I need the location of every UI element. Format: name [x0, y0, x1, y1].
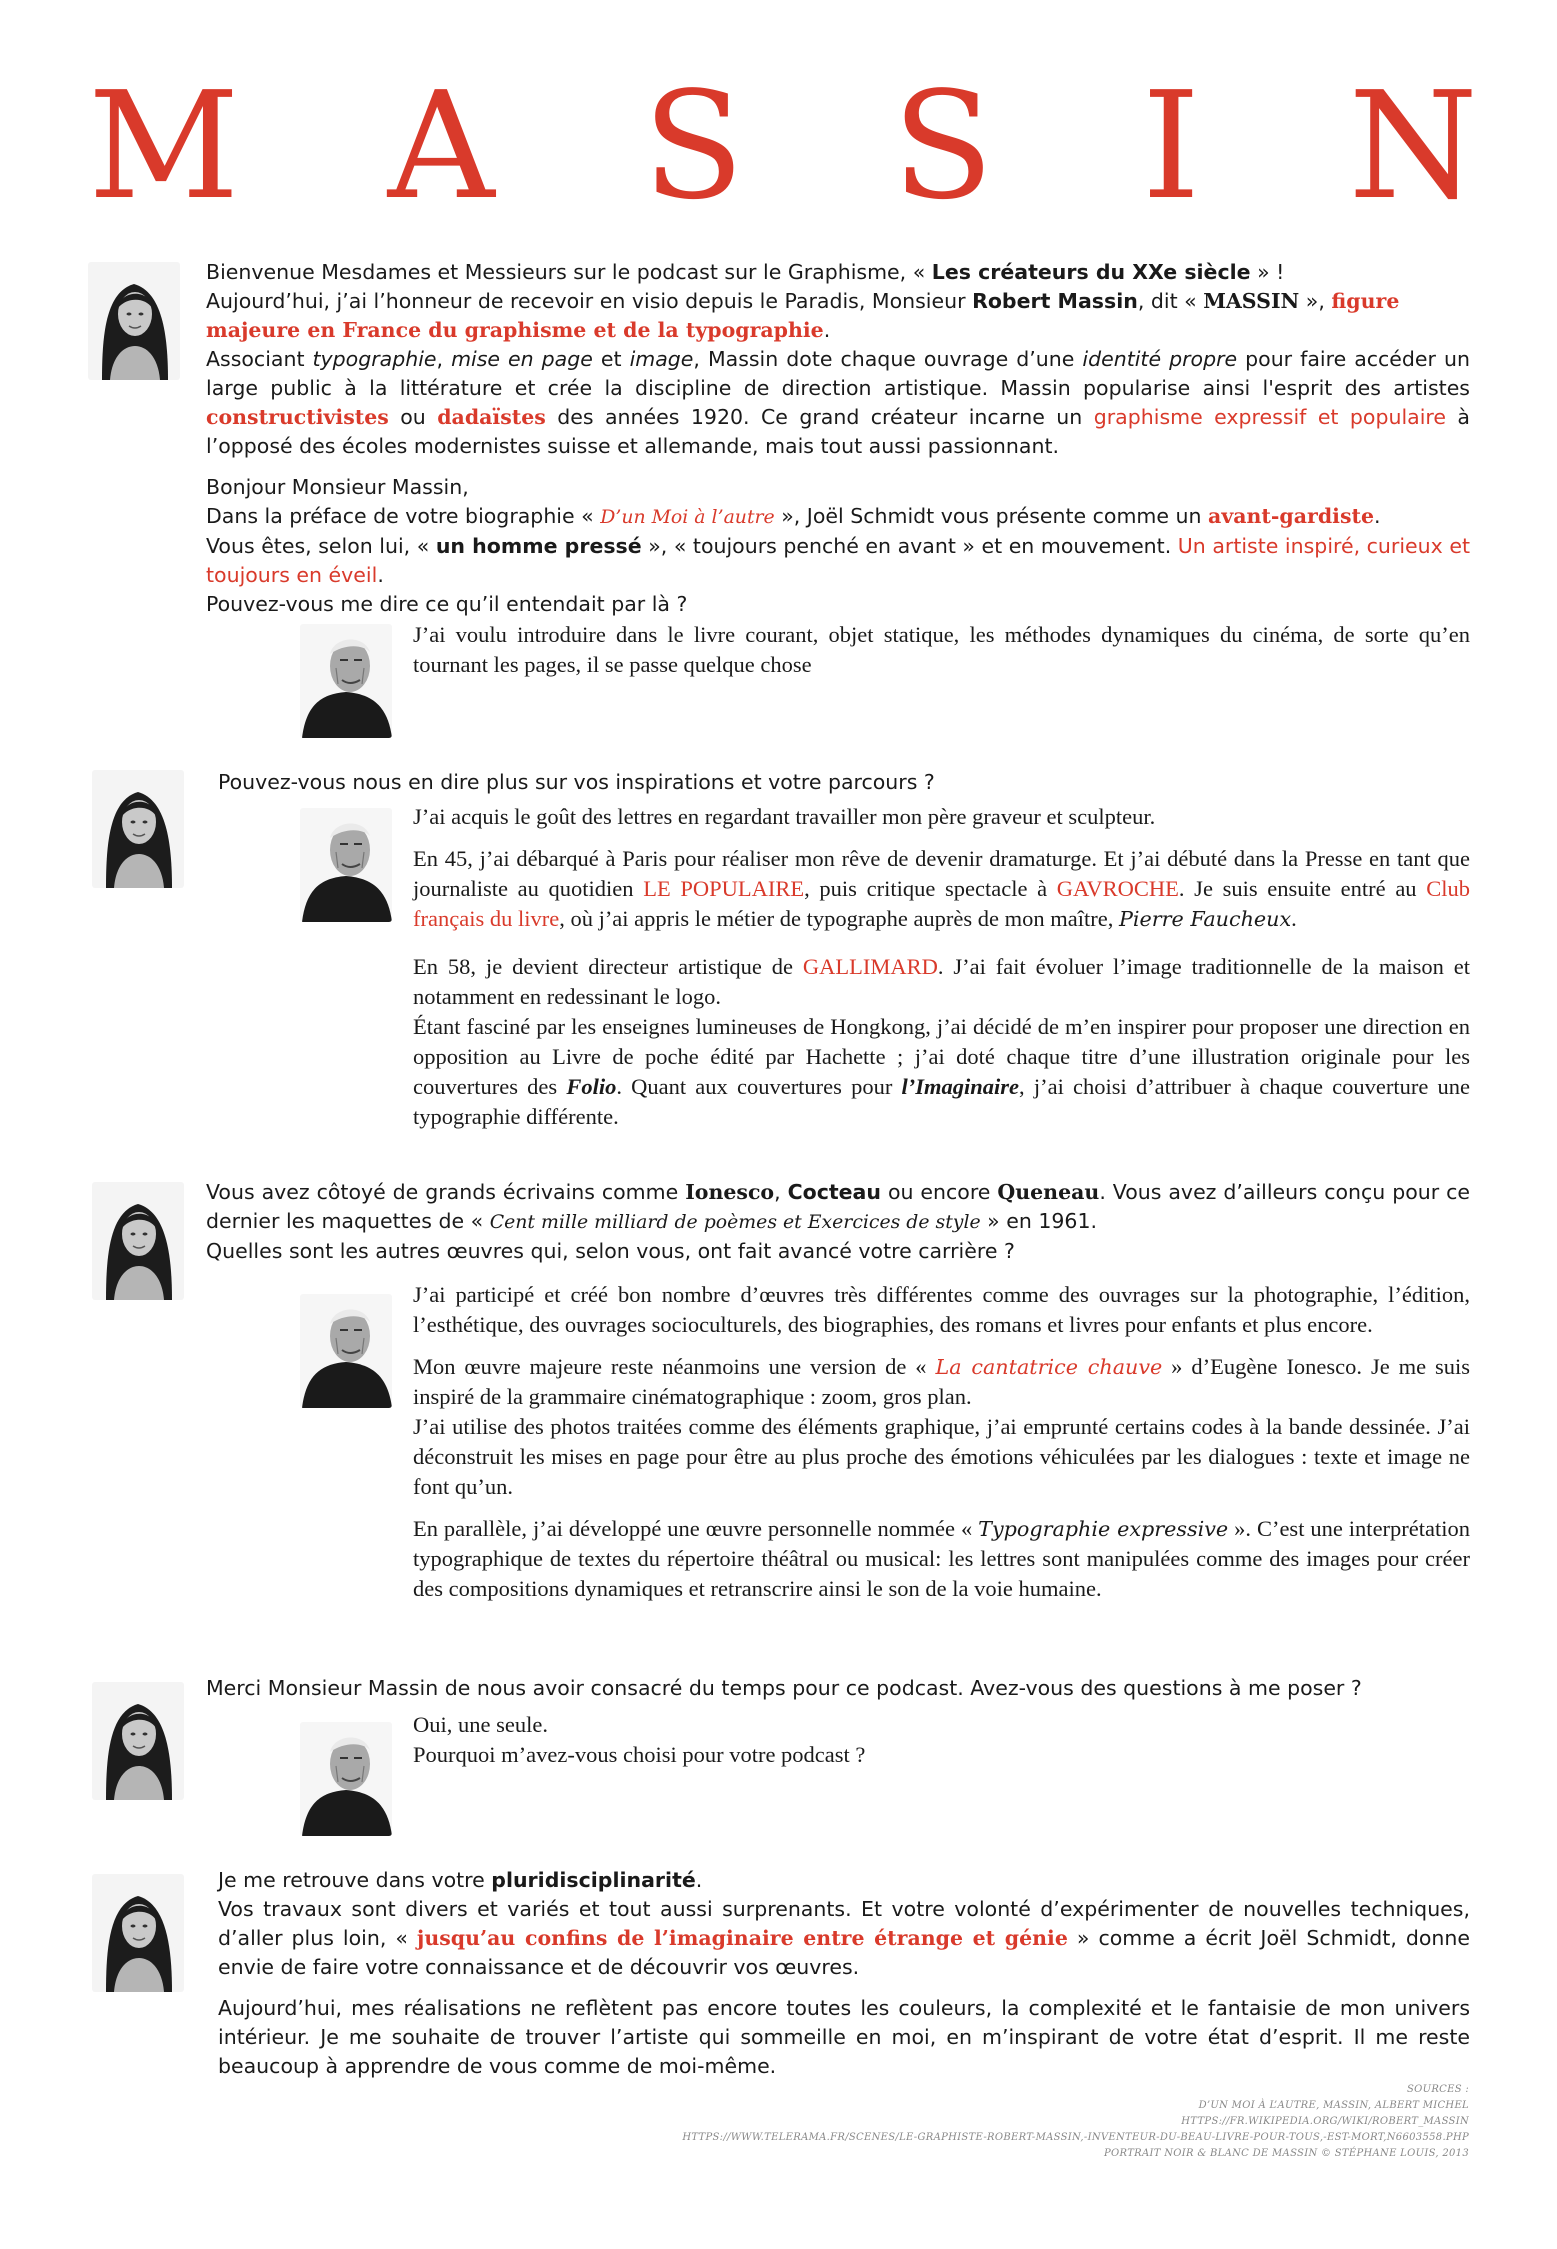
- title-letter: A: [387, 60, 495, 232]
- host-question-4: Merci Monsieur Massin de nous avoir consacré du temps pour ce podcast. Avez-vous des questions à me poser ?: [206, 1676, 1362, 1700]
- host-portrait-icon: [92, 1182, 184, 1300]
- host-closing: Je me retrouve dans votre pluridisciplinarité. Vos travaux sont divers et variés et tout aussi surprenants. Et votre volonté d’expérimenter de nouvelles techniques, d’aller plus loin, « jusqu’au confins de l’imaginaire entre étrange et génie » comme a écrit Joël Schmidt, donne envie de faire votre connaissance et de découvrir vos œuvres. Aujourd’hui, mes réalisations ne reflètent pas encore toutes les couleurs, la complexité et le fantaisie de mon univers intérieur. Je me souhaite de trouver l’artiste qui sommeille en moi, en m’inspirant de votre état d’esprit. Il me reste beaucoup à apprendre de vous comme de moi-même.: [218, 1868, 1470, 2078]
- host-question-3: Vous avez côtoyé de grands écrivains comme Ionesco, Cocteau ou encore Queneau. Vous avez d’ailleurs conçu pour ce dernier les maquettes de « Cent mille milliard de poèmes et Exercices de style » en 1961. Quelles sont les autres œuvres qui, selon vous, ont fait avancé votre carrière ?: [206, 1180, 1471, 1263]
- massin-answer-3: J’ai participé et créé bon nombre d’œuvres très différentes comme des ouvrages sur la photographie, l’édition, l’esthétique, des ouvrages socioculturels, des biographies, des romans et livres pour enfants et plus encore. Mon œuvre majeure reste néanmoins une version de « La cantatrice chauve » d’Eugène Ionesco. Je me suis inspiré de la grammaire cinématographique : zoom, gros plan. J’ai utilise des photos traitées comme des éléments graphique, j’ai emprunté certains codes à la bande dessinée. J’ai déconstruit les mises en page pour être au plus proche des émotions véhiculées par les dialogues : texte et image ne font qu’un. En parallèle, j’ai développé une œuvre personnelle nommée « Typographie expressive ». C’est une interprétation typographique de textes du répertoire théâtral ou musical: les lettres sont manipulées comme des images pour créer des compositions dynamiques et retranscrire ainsi le son de la voie humaine.: [413, 1282, 1471, 1601]
- massin-answer-2: J’ai acquis le goût des lettres en regardant travailler mon père graveur et sculpteur. En 45, j’ai débarqué à Paris pour réaliser mon rêve de devenir dramaturge. Et j’ai débuté dans la Presse en tant que journaliste au quotidien LE POPULAIRE, puis critique spectacle à GAVROCHE. Je suis ensuite entré au Club français du livre, où j’ai appris le métier de typographe auprès de mon maître, Pierre Faucheux. En 58, je devient directeur artistique de GALLIMARD. J’ai fait évoluer l’image traditionnelle de la maison et notamment en redessinant le logo. Étant fasciné par les enseignes lumineuses de Hongkong, j’ai décidé de m’en inspirer pour proposer une direction en opposition au Livre de poche édité par Hachette ; j’ai doté chaque titre d’une illustration originale pour les couvertures des Folio. Quant aux couvertures pour l’Imaginaire, j’ai choisi d’attribuer à chaque couverture une typographie différente.: [413, 804, 1470, 1129]
- title-letter: I: [1141, 60, 1201, 232]
- source-line: HTTPS://FR.WIKIPEDIA.ORG/WIKI/ROBERT_MASSIN: [1181, 2116, 1469, 2127]
- host-question-2: Pouvez-vous nous en dire plus sur vos inspirations et votre parcours ?: [218, 770, 935, 794]
- title-letter: N: [1348, 60, 1478, 232]
- host-portrait-icon: [88, 262, 180, 380]
- massin-answer-4: Oui, une seule. Pourquoi m’avez-vous choisi pour votre podcast ?: [413, 1712, 866, 1767]
- massin-portrait-icon: [300, 1722, 392, 1836]
- title-letter: S: [642, 60, 745, 232]
- sources-heading: SOURCES :: [1406, 2084, 1469, 2095]
- page-title: [88, 60, 1478, 232]
- host-portrait-icon: [92, 1682, 184, 1800]
- source-line: D’UN MOI À L’AUTRE, MASSIN, ALBERT MICHEL: [1198, 2100, 1469, 2111]
- source-line: PORTRAIT NOIR & BLANC DE MASSIN © STÉPHANE LOUIS, 2013: [1104, 2148, 1469, 2159]
- title-letter: M: [88, 60, 240, 232]
- host-intro: Bienvenue Mesdames et Messieurs sur le podcast sur le Graphisme, « Les créateurs du XXe siècle » ! Aujourd’hui, j’ai l’honneur de recevoir en visio depuis le Paradis, Monsieur Robert Massin, dit « MASSIN », figure majeure en France du graphisme et de la typographie. Associant typographie, mise en page et image, Massin dote chaque ouvrage d’une identité propre pour faire accéder un large public à la littérature et crée la discipline de direction artistique. Massin popularise ainsi l'esprit des artistes constructivistes ou dadaïstes des années 1920. Ce grand créateur incarne un graphisme expressif et populaire à l’opposé des écoles modernistes suisse et allemande, mais tout aussi passionnant. Bonjour Monsieur Massin, Dans la préface de votre biographie « D’un Moi à l’autre », Joël Schmidt vous présente comme un avant-gardiste. Vous êtes, selon lui, « un homme pressé », « toujours penché en avant » et en mouvement. Un artiste inspiré, curieux et toujours en éveil. Pouvez-vous me dire ce qu’il entendait par là ?: [206, 260, 1470, 616]
- massin-portrait-icon: [300, 1294, 392, 1408]
- source-line: HTTPS://WWW.TELERAMA.FR/SCENES/LE-GRAPHISTE-ROBERT-MASSIN,-INVENTEUR-DU-BEAU-LIVRE-POUR-TOUS,-EST-MORT,N6603558.PHP: [682, 2132, 1469, 2143]
- massin-portrait-icon: [300, 808, 392, 922]
- massin-portrait-icon: [300, 624, 392, 738]
- title-letter: S: [892, 60, 994, 232]
- host-portrait-icon: [92, 770, 184, 888]
- sources: [369, 2082, 1469, 2162]
- host-portrait-icon: [92, 1874, 184, 1992]
- massin-answer-1: J’ai voulu introduire dans le livre courant, objet statique, les méthodes dynamiques du cinéma, de sorte qu’en tournant les pages, il se passe quelque chose: [413, 622, 1470, 677]
